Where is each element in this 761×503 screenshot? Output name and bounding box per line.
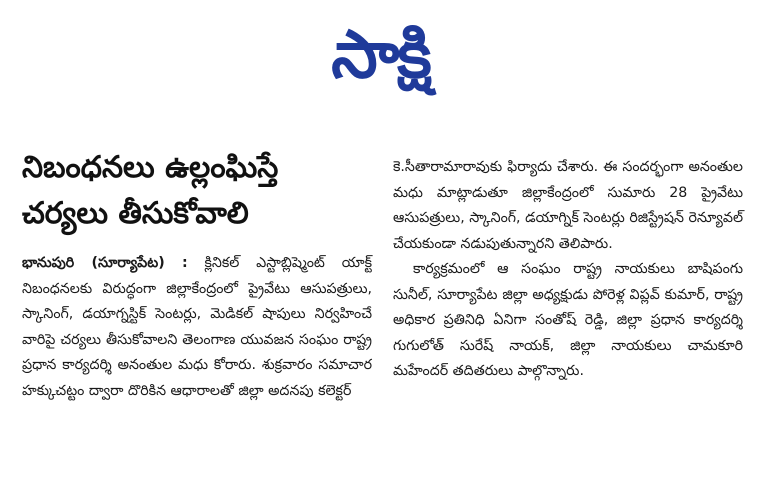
masthead <box>0 10 761 100</box>
dateline: భానుపురి (సూర్యాపేట) : <box>22 255 188 271</box>
paragraph-1-end: కె.సీతారామారావుకు ఫిర్యాదు చేశారు. ఈ సందర్భంగా అనంతుల మధు మాట్లాడుతూ జిల్లాకేంద్రంలో సుమారు 28 ప్రైవేటు ఆసుపత్రులు, స్కానింగ్, డయాగ్నిక్ సెంటర్లు రిజిస్ట్రేషన్ రెన్యూవల్ చేయకుండా నడుపుతున్నారని తెలిపారు. <box>393 159 743 252</box>
paragraph-1-start <box>22 251 372 404</box>
headline-line-2: చర్యలు తీసుకోవాలి <box>22 196 249 231</box>
article-headline <box>22 145 372 237</box>
article-column-right <box>393 155 743 385</box>
article-body-left <box>22 251 372 404</box>
paragraph-2: కార్యక్రమంలో ఆ సంఘం రాష్ట్ర నాయకులు బాషిపంగు సునీల్, సూర్యాపేట జిల్లా అధ్యక్షుడు పోరెళ్ల విప్లవ్ కుమార్, రాష్ట్ర అధికార ప్రతినిధి ఏనిగా సంతోష్ రెడ్డి, జిల్లా ప్రధాన కార్యదర్శి గుగులోత్ సురేష్ నాయక్, జిల్లా నాయకులు చామకూరి మహేందర్ తదితరులు పాల్గొన్నారు. <box>393 261 743 379</box>
paragraph-1-left-text: క్లినికల్ ఎస్టాబ్లిష్మెంట్ యాక్ట్ నిబంధనలకు విరుద్ధంగా జిల్లాకేంద్రంలో ప్రైవేటు ఆసుపత్రులు, స్కానింగ్, డయాగ్నస్టిక్ సెంటర్లు, మెడికల్ షాపులు నిర్వహించే వారిపై చర్యలు తీసుకోవాలని తెలంగాణ యువజన సంఘం రాష్ట్ర ప్రధాన కార్యదర్శి అనంతుల మధు కోరారు. శుక్రవారం సమాచార హక్కుచట్టం ద్వారా దొరికిన ఆధారాలతో జిల్లా అదనపు కలెక్టర్ <box>22 255 373 399</box>
sakshi-logo: సాక్షి <box>331 16 430 93</box>
headline-line-1: నిబంధనలు ఉల్లంఘిస్తే <box>22 150 279 185</box>
article-column-left <box>22 145 372 404</box>
article-body-right <box>393 155 743 385</box>
